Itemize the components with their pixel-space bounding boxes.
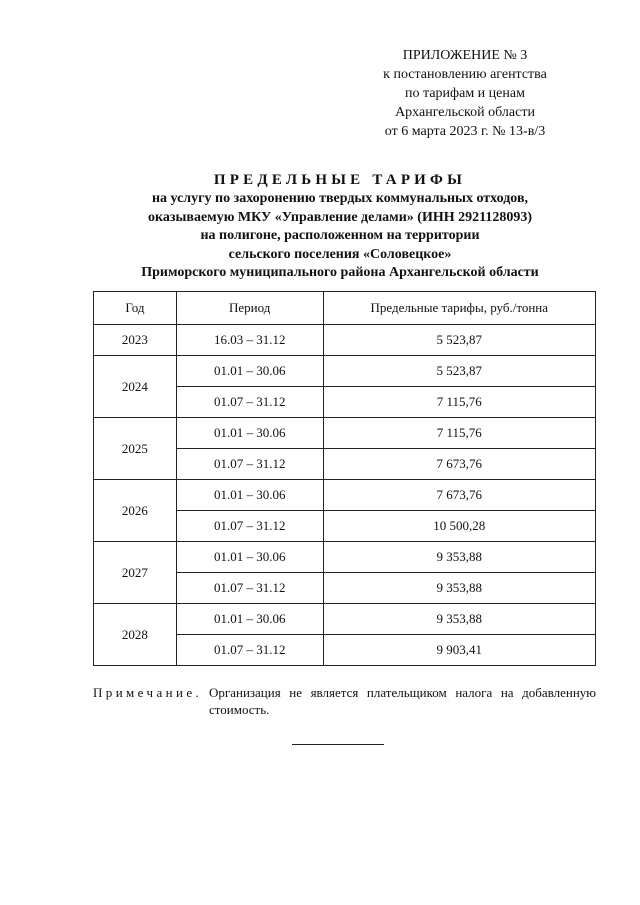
end-divider: [292, 744, 384, 745]
tariff-cell: 9 353,88: [323, 542, 595, 573]
year-cell: 2027: [94, 542, 177, 604]
year-cell: 2023: [94, 325, 177, 356]
appendix-line: Архангельской области: [395, 105, 535, 120]
period-cell: 01.07 – 31.12: [176, 387, 323, 418]
period-cell: 01.01 – 30.06: [176, 604, 323, 635]
appendix-line: к постановлению агентства: [383, 67, 547, 82]
tariff-cell: 9 353,88: [323, 573, 595, 604]
period-cell: 01.07 – 31.12: [176, 449, 323, 480]
period-cell: 01.07 – 31.12: [176, 511, 323, 542]
table-row: [94, 356, 596, 387]
period-cell: 01.07 – 31.12: [176, 635, 323, 666]
period-cell: 01.01 – 30.06: [176, 480, 323, 511]
tariff-cell: 7 673,76: [323, 449, 595, 480]
subtitle-line: оказываемую МКУ «Управление делами» (ИНН 2921128093): [147, 209, 533, 225]
tariff-cell: 7 673,76: [323, 480, 595, 511]
header-period: Период: [176, 292, 323, 325]
appendix-header: [350, 46, 580, 141]
header-year: Год: [94, 292, 177, 325]
tariff-cell: 7 115,76: [323, 387, 595, 418]
tariff-cell: 5 523,87: [323, 356, 595, 387]
year-cell: 2024: [94, 356, 177, 418]
document-subtitle: [60, 190, 620, 283]
document-title-block: [60, 170, 620, 283]
tariff-cell: 9 353,88: [323, 604, 595, 635]
period-cell: 16.03 – 31.12: [176, 325, 323, 356]
subtitle-line: на полигоне, расположенном на территории: [200, 228, 480, 243]
tariff-cell: 9 903,41: [323, 635, 595, 666]
year-cell: 2028: [94, 604, 177, 666]
appendix-line: от 6 марта 2023 г. № 13-в/3: [384, 124, 546, 139]
period-cell: 01.01 – 30.06: [176, 356, 323, 387]
tariff-table: [93, 291, 596, 666]
tariff-cell: 5 523,87: [323, 325, 595, 356]
subtitle-line: сельского поселения «Соловецкое»: [228, 246, 452, 262]
table-row: [94, 480, 596, 511]
table-row: [94, 418, 596, 449]
subtitle-line: Приморского муниципального района Архангельской области: [141, 265, 539, 280]
table-row: [94, 604, 596, 635]
table-row: [94, 325, 596, 356]
tariff-cell: 7 115,76: [323, 418, 595, 449]
period-cell: 01.01 – 30.06: [176, 418, 323, 449]
period-cell: 01.07 – 31.12: [176, 573, 323, 604]
header-tariff: Предельные тарифы, руб./тонна: [323, 292, 595, 325]
note-label: Примечание.: [93, 685, 203, 700]
document-title: ПРЕДЕЛЬНЫЕ ТАРИФЫ: [213, 172, 467, 188]
appendix-line: ПРИЛОЖЕНИЕ № 3: [402, 48, 528, 63]
year-cell: 2026: [94, 480, 177, 542]
tariff-cell: 10 500,28: [323, 511, 595, 542]
table-header-row: [94, 292, 596, 325]
period-cell: 01.01 – 30.06: [176, 542, 323, 573]
appendix-line: по тарифам и ценам: [405, 86, 525, 101]
subtitle-line: на услугу по захоронению твердых коммунальных отходов,: [151, 191, 529, 206]
year-cell: 2025: [94, 418, 177, 480]
table-row: [94, 542, 596, 573]
note-text: Организация не является плательщиком налога на добавленную стоимость.: [209, 685, 596, 717]
